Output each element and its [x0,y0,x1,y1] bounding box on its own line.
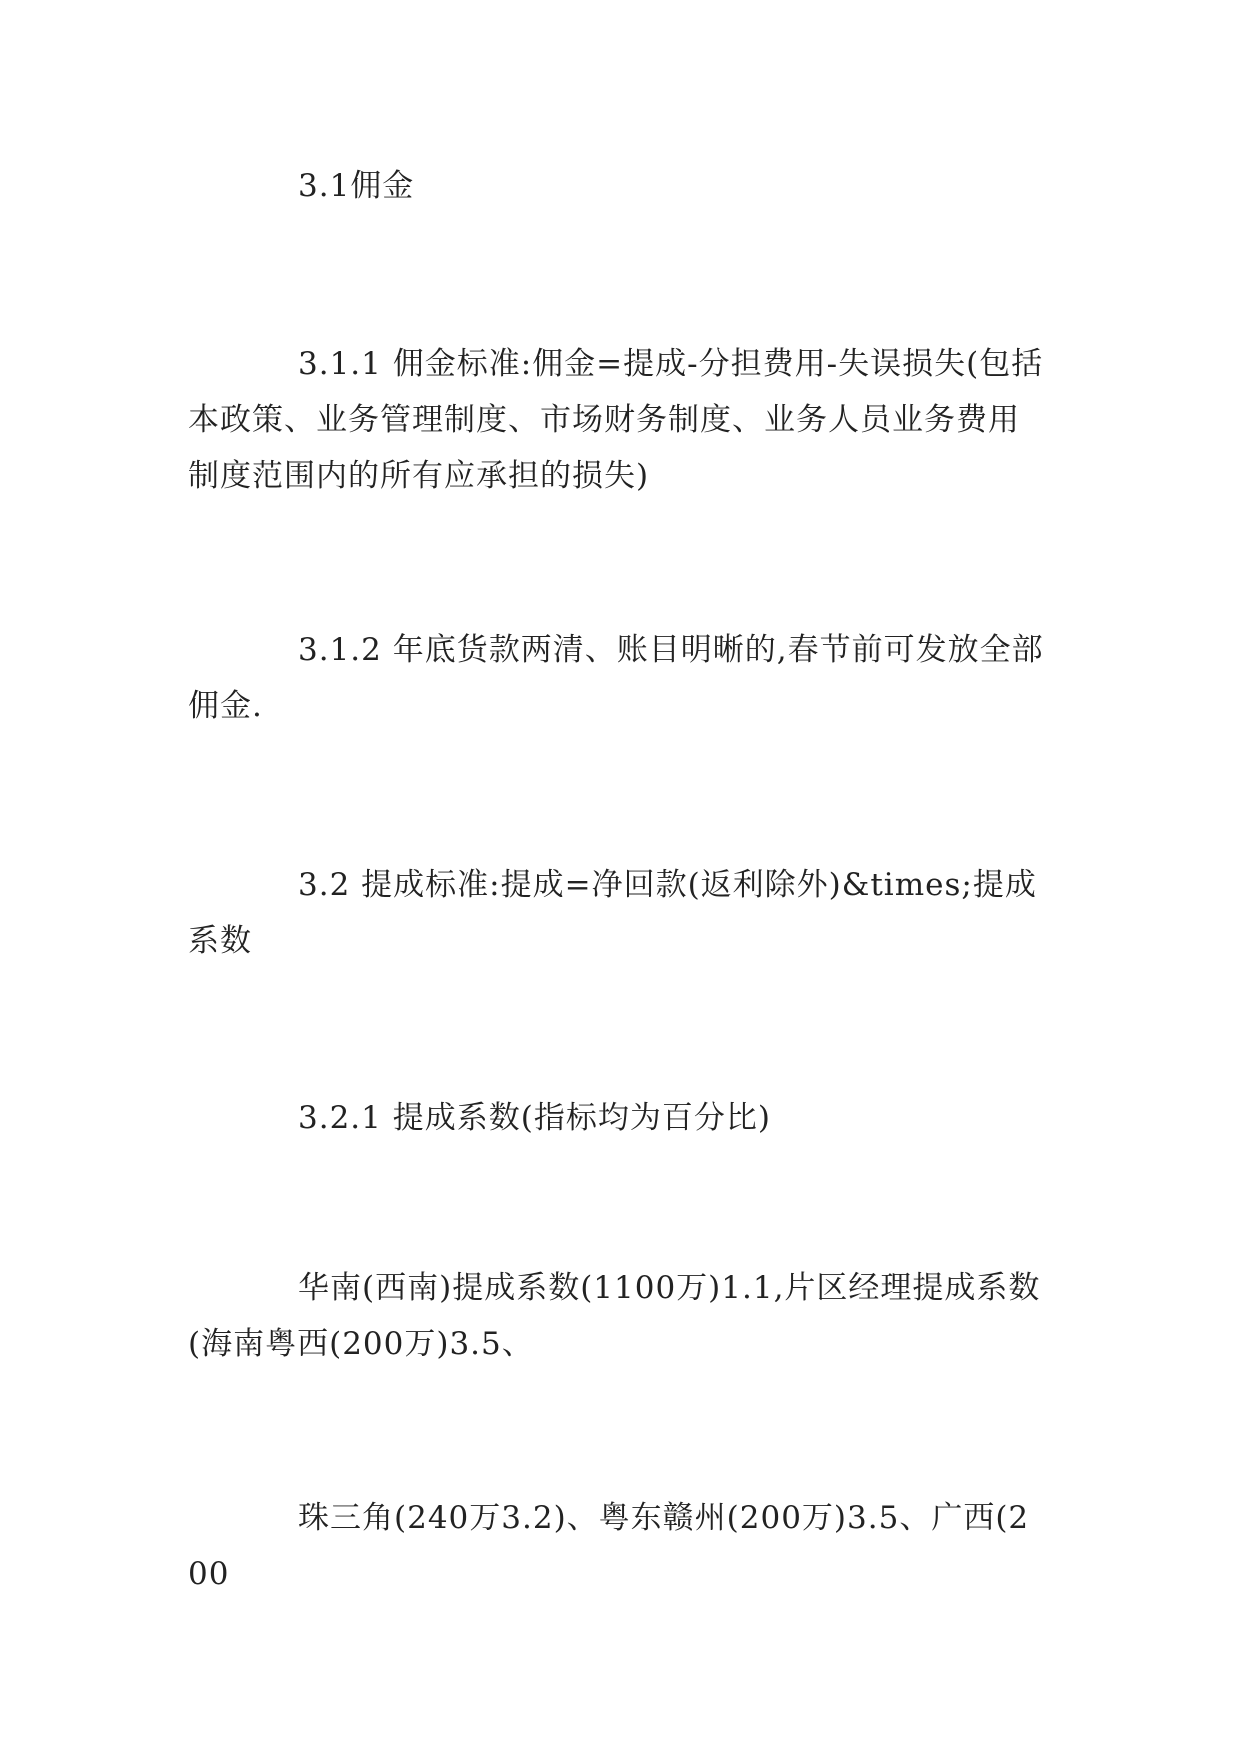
paragraph-royalty-standard: 3.2 提成标准:提成=净回款(返利除外)&times;提成系数 [188,867,1037,959]
section-heading-3-1: 3.1佣金 [298,168,415,204]
paragraph-year-end-payout: 3.1.2 年底货款两清、账目明晰的,春节前可发放全部佣金. [188,632,1044,724]
paragraph-royalty-coefficient: 3.2.1 提成系数(指标均为百分比) [298,1100,771,1136]
paragraph-commission-standard: 3.1.1 佣金标准:佣金=提成-分担费用-失误损失(包括本政策、业务管理制度、市场财务制度、业务人员业务费用制度范围内的所有应承担的损失) [188,346,1044,494]
paragraph-regional-coefficients: 珠三角(240万3.2)、粤东赣州(200万)3.5、广西(200 [188,1500,1030,1592]
paragraph-south-china-coefficient: 华南(西南)提成系数(1100万)1.1,片区经理提成系数(海南粤西(200万)3.5、 [188,1270,1041,1362]
